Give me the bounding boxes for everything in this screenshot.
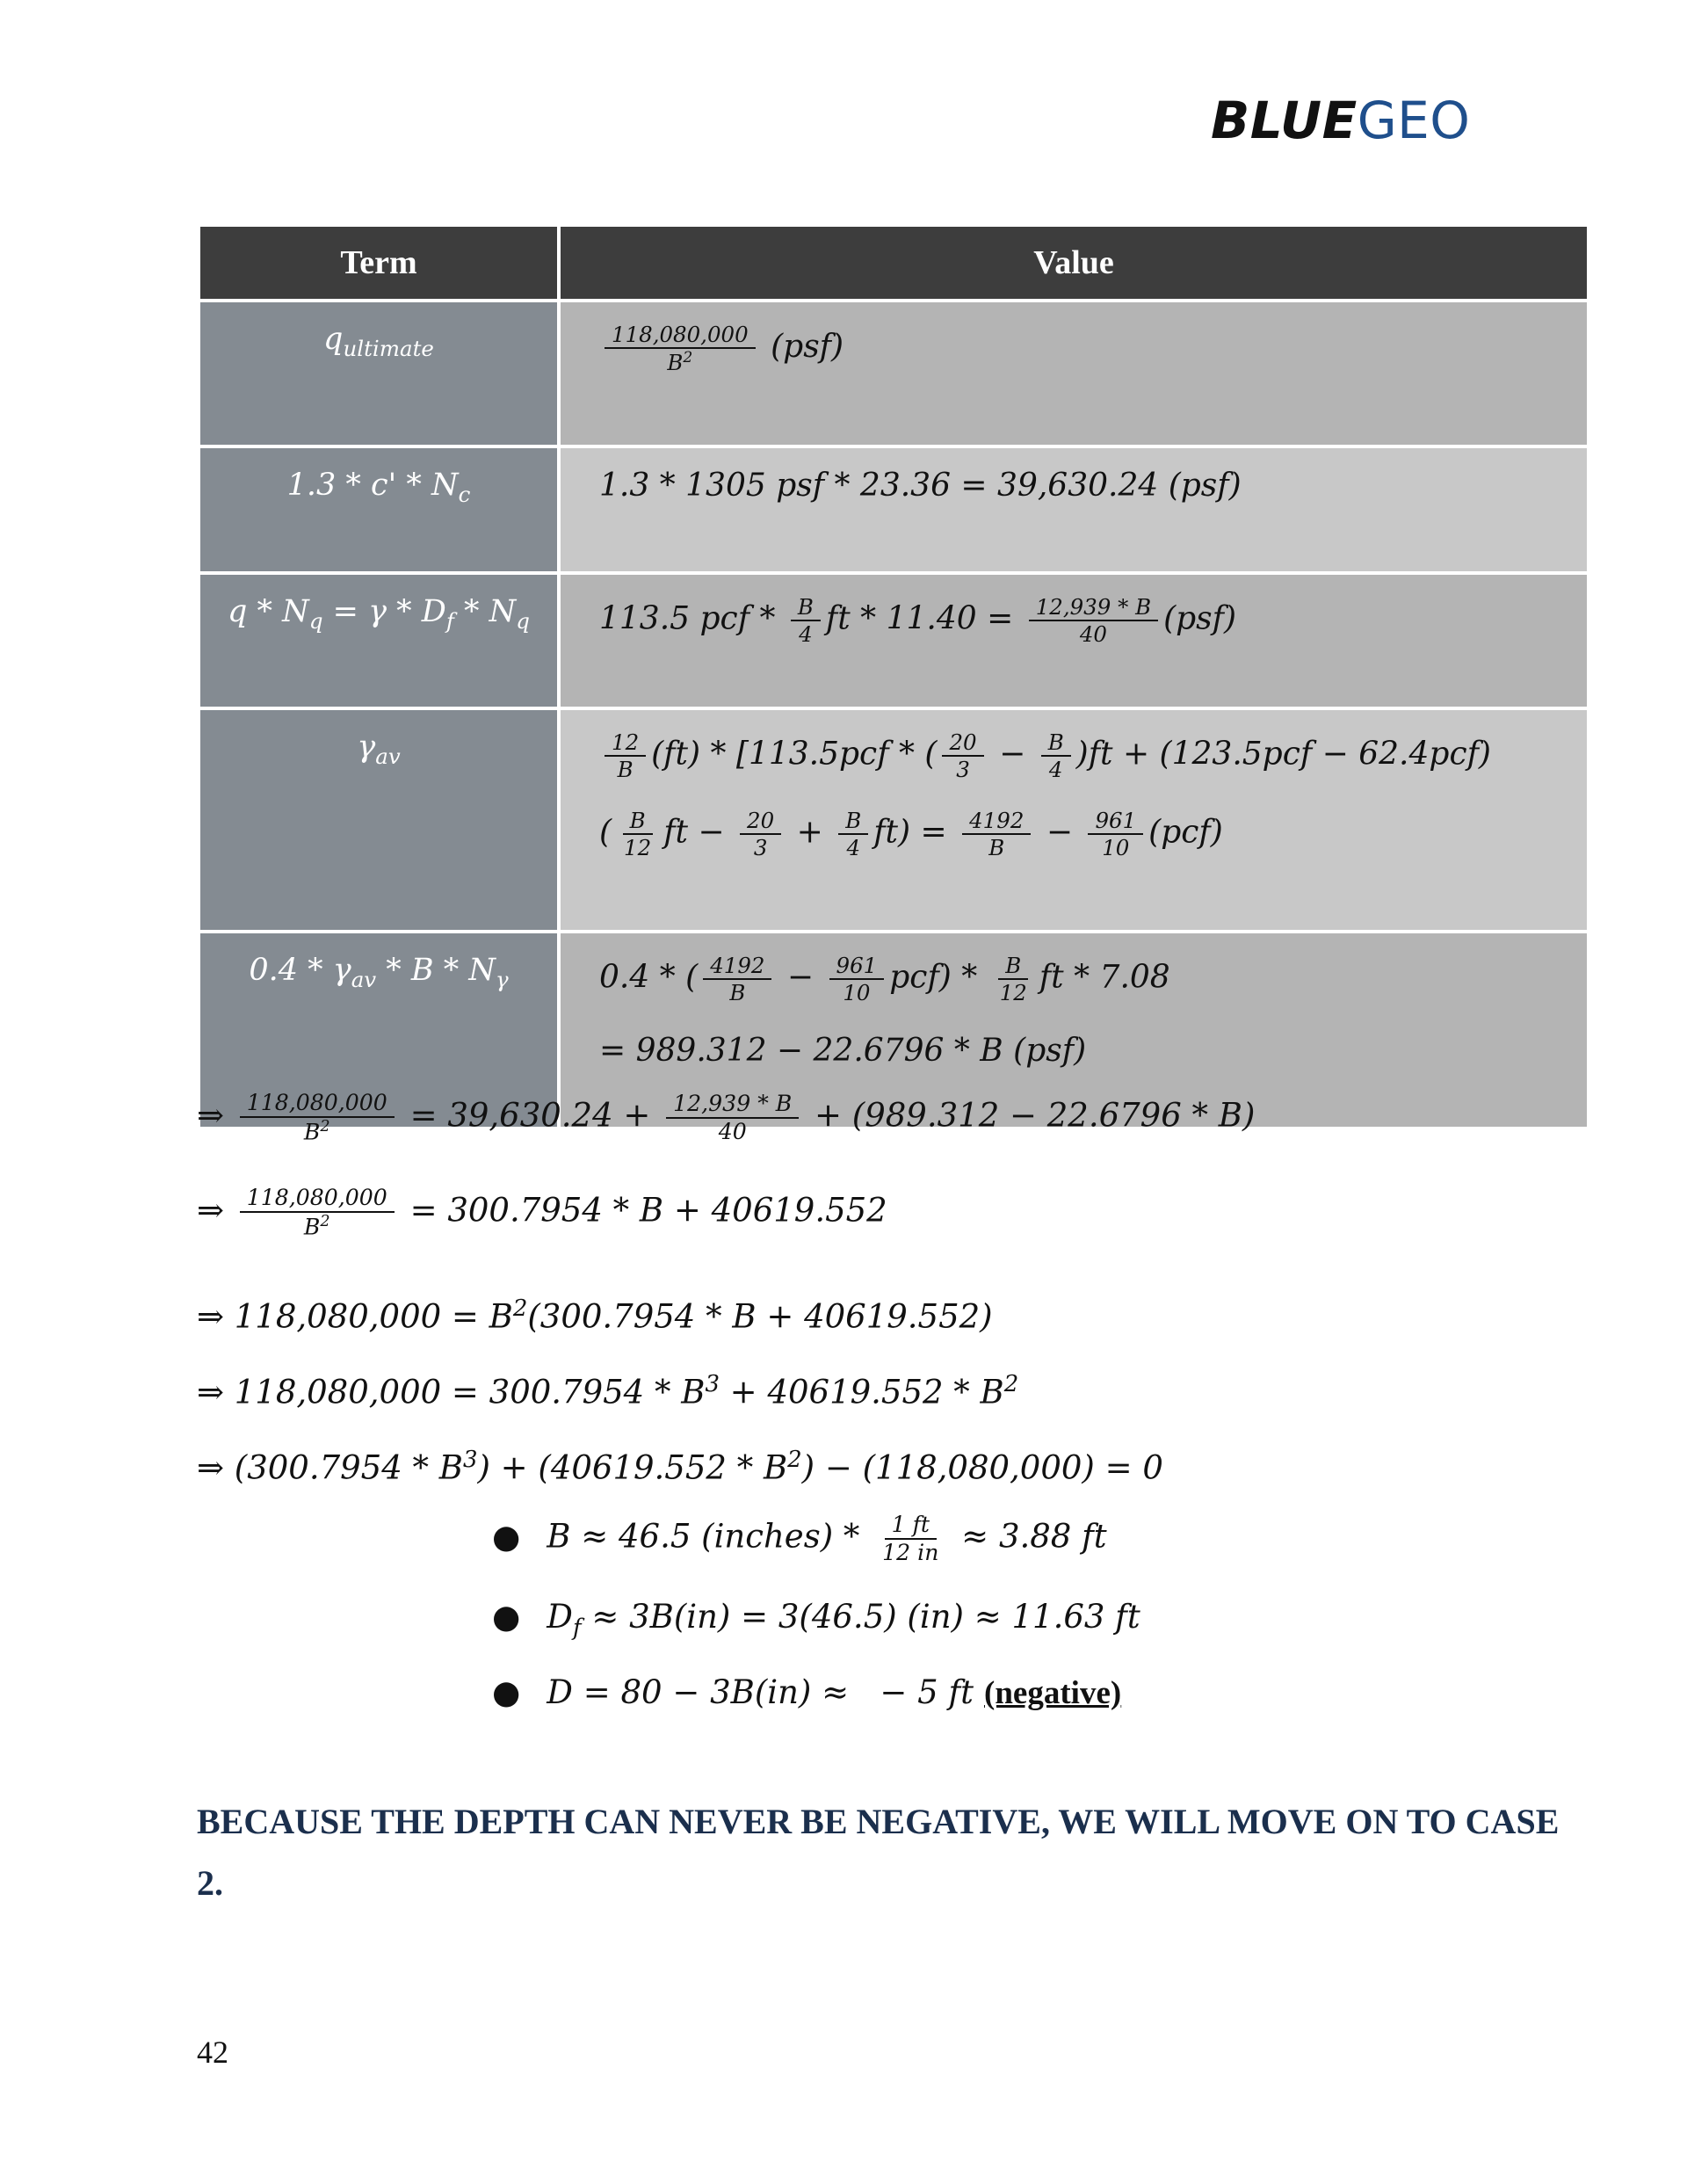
equation-5: ⇒ $(300.7954 * B^3) + (40619.552 * B^2) - (118,080,000) = 0$ xyxy=(197,1447,1163,1487)
negative-label: (negative) xyxy=(984,1675,1122,1711)
header-term: Term xyxy=(200,227,557,299)
term-cell: $q * N_q = \gamma * D_f * N_q$ xyxy=(200,575,557,707)
term-cell: $q_{ultimate}$ xyxy=(200,302,557,445)
bullet-item: ● D = 80 − 3B(in) ≈ − 5 ft (negative) xyxy=(492,1673,1122,1711)
page-number: 42 xyxy=(197,2035,228,2070)
table-row xyxy=(200,710,1587,930)
table-header-row xyxy=(200,227,1587,299)
equation-1: ⇒ $\frac{118,080,000}{B^2}$ = 39,630.24 + $\frac{12,939 * B}{40}$ + (989.312 − 22.6796 * B) xyxy=(197,1090,1256,1145)
equation-4: ⇒ $118,080,000 = 300.7954 * B^3 + 40619.552 * B^2$ xyxy=(197,1371,1019,1411)
table-row xyxy=(200,302,1587,445)
logo-light: GEO xyxy=(1357,91,1471,150)
value-cell: $\frac{12}{B}$ (ft) * [113.5pcf * ( $\frac{20}{3}$ − $\frac{B}{4}$ )ft + (123.5pcf − 62.4pcf) ( $\frac{B}{12}$ ft − $\frac{20}{3}$ + $\frac{B}{4}$ ft) = $\frac{4192}{B}$ − $\frac{961}{10}$ (pcf) xyxy=(561,710,1587,930)
equation-2: ⇒ $\frac{118,080,000}{B^2}$ = 300.7954 * B + 40619.552 xyxy=(197,1185,887,1240)
equation-3: ⇒ $118,080,000 = B^2(300.7954 * B + 40619.552)$ xyxy=(197,1295,993,1336)
bullet-item: ● $D_f \approx 3B(in) = 3(46.5) (in) \approx 11.63$ ft xyxy=(492,1598,1140,1642)
term-cell: $0.4 * \gamma_{av}$ * B * $N_\gamma$ xyxy=(200,933,557,1127)
value-cell: 1.3 * 1305 psf * 23.36 = 39,630.24 (psf) xyxy=(561,448,1587,571)
logo-bold: BLUE xyxy=(1211,91,1358,150)
table-row xyxy=(200,448,1587,571)
value-cell: 113.5 pcf * $\frac{B}{4}$ ft * 11.40 = $\frac{12,939 * B}{40}$ (psf) xyxy=(561,575,1587,707)
value-cell: $\frac{118,080,000}{B^2}$ (psf) xyxy=(561,302,1587,445)
table-row xyxy=(200,575,1587,707)
value-cell: 0.4 * ( $\frac{4192}{B}$ − $\frac{961}{10}$ pcf) * $\frac{B}{12}$ ft * 7.08 = 989.312 − 22.6796 * B (psf) xyxy=(561,933,1587,1127)
company-logo xyxy=(1211,91,1471,150)
terms-table xyxy=(197,223,1590,1130)
term-cell: 1.3 * c' * $N_c$ xyxy=(200,448,557,571)
conclusion-text: BECAUSE THE DEPTH CAN NEVER BE NEGATIVE, WE WILL MOVE ON TO CASE 2. xyxy=(197,1802,1560,1903)
header-value: Value xyxy=(561,227,1587,299)
bullet-item: ● B ≈ 46.5 (inches) * $\frac{1 ft}{12 in}$ ≈ 3.88 ft xyxy=(492,1512,1107,1566)
term-cell: $\gamma_{av}$ xyxy=(200,710,557,930)
